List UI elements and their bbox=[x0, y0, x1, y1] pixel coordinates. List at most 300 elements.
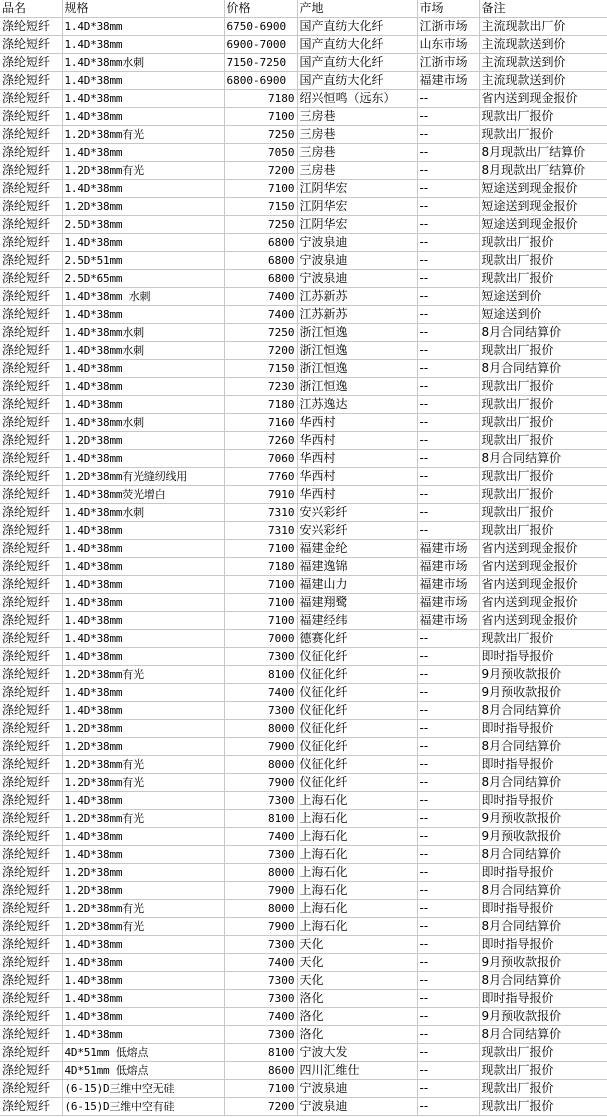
cell-note: 8月合同结算价 bbox=[479, 882, 607, 900]
cell-spec: 1.4D*38mm bbox=[62, 1008, 224, 1026]
cell-market: -- bbox=[417, 108, 479, 126]
cell-product-name: 涤纶短纤 bbox=[0, 108, 62, 126]
cell-origin: 福建翔鹭 bbox=[297, 594, 417, 612]
table-row bbox=[0, 198, 607, 216]
cell-note: 现款出厂报价 bbox=[479, 486, 607, 504]
cell-origin: 国产直纺大化纤 bbox=[297, 18, 417, 36]
cell-product-name: 涤纶短纤 bbox=[0, 234, 62, 252]
cell-origin: 福建经纬 bbox=[297, 612, 417, 630]
table-row bbox=[0, 1098, 607, 1116]
cell-product-name: 涤纶短纤 bbox=[0, 972, 62, 990]
cell-note: 8月合同结算价 bbox=[479, 918, 607, 936]
cell-spec: 1.2D*38mm bbox=[62, 738, 224, 756]
cell-note: 8月合同结算价 bbox=[479, 972, 607, 990]
cell-market: -- bbox=[417, 1062, 479, 1080]
cell-price: 6900-7000 bbox=[224, 36, 297, 54]
cell-market: -- bbox=[417, 126, 479, 144]
cell-origin: 华西村 bbox=[297, 432, 417, 450]
cell-price: 7100 bbox=[224, 180, 297, 198]
cell-market: -- bbox=[417, 756, 479, 774]
cell-note: 现款出厂报价 bbox=[479, 108, 607, 126]
cell-price: 7300 bbox=[224, 1026, 297, 1044]
cell-spec: 1.4D*38mm bbox=[62, 684, 224, 702]
cell-market: -- bbox=[417, 918, 479, 936]
cell-product-name: 涤纶短纤 bbox=[0, 90, 62, 108]
cell-origin: 仪征化纤 bbox=[297, 684, 417, 702]
table-row bbox=[0, 468, 607, 486]
table-row bbox=[0, 720, 607, 738]
cell-market: -- bbox=[417, 1080, 479, 1098]
table-row bbox=[0, 882, 607, 900]
cell-product-name: 涤纶短纤 bbox=[0, 522, 62, 540]
cell-spec: 1.4D*38mm 水刺 bbox=[62, 288, 224, 306]
cell-spec: 1.4D*38mm bbox=[62, 846, 224, 864]
table-row bbox=[0, 126, 607, 144]
cell-note: 8月合同结算价 bbox=[479, 450, 607, 468]
table-row bbox=[0, 396, 607, 414]
cell-market: -- bbox=[417, 1098, 479, 1116]
cell-origin: 天化 bbox=[297, 972, 417, 990]
cell-product-name: 涤纶短纤 bbox=[0, 378, 62, 396]
cell-note: 现款出厂报价 bbox=[479, 468, 607, 486]
cell-market: -- bbox=[417, 468, 479, 486]
cell-product-name: 涤纶短纤 bbox=[0, 342, 62, 360]
cell-market: -- bbox=[417, 936, 479, 954]
cell-price: 7400 bbox=[224, 288, 297, 306]
cell-note: 即时指导报价 bbox=[479, 648, 607, 666]
table-row bbox=[0, 954, 607, 972]
cell-spec: 1.2D*38mm有光 bbox=[62, 666, 224, 684]
cell-spec: 1.4D*38mm bbox=[62, 396, 224, 414]
cell-price: 7150-7250 bbox=[224, 54, 297, 72]
cell-spec: 1.4D*38mm水刺 bbox=[62, 504, 224, 522]
cell-spec: 1.4D*38mm bbox=[62, 954, 224, 972]
cell-note: 现款出厂报价 bbox=[479, 504, 607, 522]
table-row bbox=[0, 288, 607, 306]
cell-market: 福建市场 bbox=[417, 540, 479, 558]
table-row bbox=[0, 18, 607, 36]
cell-price: 7160 bbox=[224, 414, 297, 432]
cell-spec: 2.5D*38mm bbox=[62, 216, 224, 234]
cell-product-name: 涤纶短纤 bbox=[0, 540, 62, 558]
table-row bbox=[0, 702, 607, 720]
cell-spec: (6-15)D三维中空有硅 bbox=[62, 1098, 224, 1116]
cell-origin: 宁波泉迪 bbox=[297, 270, 417, 288]
cell-market: -- bbox=[417, 234, 479, 252]
cell-note: 即时指导报价 bbox=[479, 756, 607, 774]
table-row bbox=[0, 630, 607, 648]
cell-spec: 1.4D*38mm bbox=[62, 540, 224, 558]
cell-market: -- bbox=[417, 522, 479, 540]
cell-market: -- bbox=[417, 252, 479, 270]
cell-product-name: 涤纶短纤 bbox=[0, 72, 62, 90]
cell-origin: 德赛化纤 bbox=[297, 630, 417, 648]
cell-spec: 1.4D*38mm荧光增白 bbox=[62, 486, 224, 504]
cell-spec: 1.4D*38mm bbox=[62, 522, 224, 540]
cell-spec: 1.4D*38mm bbox=[62, 306, 224, 324]
cell-spec: 1.4D*38mm bbox=[62, 18, 224, 36]
cell-market: -- bbox=[417, 90, 479, 108]
cell-spec: 1.4D*38mm bbox=[62, 108, 224, 126]
cell-note: 现款出厂报价 bbox=[479, 630, 607, 648]
cell-market: -- bbox=[417, 396, 479, 414]
cell-price: 7060 bbox=[224, 450, 297, 468]
cell-market: -- bbox=[417, 324, 479, 342]
cell-spec: 1.4D*38mm bbox=[62, 234, 224, 252]
cell-market: -- bbox=[417, 450, 479, 468]
cell-price: 7200 bbox=[224, 342, 297, 360]
cell-market: -- bbox=[417, 828, 479, 846]
table-row bbox=[0, 90, 607, 108]
cell-product-name: 涤纶短纤 bbox=[0, 36, 62, 54]
cell-note: 现款出厂报价 bbox=[479, 270, 607, 288]
cell-origin: 宁波泉迪 bbox=[297, 1098, 417, 1116]
cell-origin: 上海石化 bbox=[297, 792, 417, 810]
table-row bbox=[0, 594, 607, 612]
cell-price: 7300 bbox=[224, 990, 297, 1008]
cell-origin: 江阴华宏 bbox=[297, 198, 417, 216]
cell-product-name: 涤纶短纤 bbox=[0, 360, 62, 378]
table-row bbox=[0, 522, 607, 540]
cell-market: -- bbox=[417, 342, 479, 360]
cell-spec: 1.2D*38mm bbox=[62, 864, 224, 882]
cell-product-name: 涤纶短纤 bbox=[0, 54, 62, 72]
cell-product-name: 涤纶短纤 bbox=[0, 198, 62, 216]
cell-product-name: 涤纶短纤 bbox=[0, 162, 62, 180]
cell-market: 江浙市场 bbox=[417, 54, 479, 72]
cell-origin: 福建金纶 bbox=[297, 540, 417, 558]
cell-price: 7050 bbox=[224, 144, 297, 162]
cell-note: 即时指导报价 bbox=[479, 792, 607, 810]
cell-product-name: 涤纶短纤 bbox=[0, 216, 62, 234]
cell-price: 7400 bbox=[224, 684, 297, 702]
cell-origin: 国产直纺大化纤 bbox=[297, 72, 417, 90]
cell-note: 8月现款出厂结算价 bbox=[479, 162, 607, 180]
cell-product-name: 涤纶短纤 bbox=[0, 468, 62, 486]
cell-spec: 1.4D*38mm bbox=[62, 612, 224, 630]
cell-spec: 1.4D*38mm bbox=[62, 936, 224, 954]
cell-spec: 1.4D*38mm bbox=[62, 576, 224, 594]
cell-spec: 1.2D*38mm有光 bbox=[62, 756, 224, 774]
cell-product-name: 涤纶短纤 bbox=[0, 648, 62, 666]
cell-market: -- bbox=[417, 630, 479, 648]
table-row bbox=[0, 72, 607, 90]
cell-origin: 上海石化 bbox=[297, 810, 417, 828]
cell-price: 7400 bbox=[224, 828, 297, 846]
table-row bbox=[0, 504, 607, 522]
cell-price: 7900 bbox=[224, 918, 297, 936]
cell-origin: 宁波泉迪 bbox=[297, 234, 417, 252]
cell-price: 7150 bbox=[224, 360, 297, 378]
cell-note: 8月合同结算价 bbox=[479, 324, 607, 342]
cell-price: 7310 bbox=[224, 504, 297, 522]
cell-price: 7300 bbox=[224, 972, 297, 990]
cell-spec: 1.4D*38mm水刺 bbox=[62, 324, 224, 342]
cell-price: 7000 bbox=[224, 630, 297, 648]
cell-price: 8100 bbox=[224, 666, 297, 684]
table-row bbox=[0, 144, 607, 162]
cell-origin: 仪征化纤 bbox=[297, 756, 417, 774]
cell-product-name: 涤纶短纤 bbox=[0, 630, 62, 648]
table-row bbox=[0, 684, 607, 702]
table-row bbox=[0, 1026, 607, 1044]
cell-market: -- bbox=[417, 486, 479, 504]
cell-origin: 三房巷 bbox=[297, 162, 417, 180]
cell-origin: 浙江恒逸 bbox=[297, 324, 417, 342]
cell-origin: 江苏新苏 bbox=[297, 306, 417, 324]
cell-origin: 国产直纺大化纤 bbox=[297, 54, 417, 72]
cell-market: -- bbox=[417, 414, 479, 432]
cell-note: 8月合同结算价 bbox=[479, 846, 607, 864]
cell-origin: 仪征化纤 bbox=[297, 774, 417, 792]
cell-product-name: 涤纶短纤 bbox=[0, 324, 62, 342]
table-row bbox=[0, 846, 607, 864]
cell-origin: 仪征化纤 bbox=[297, 648, 417, 666]
cell-note: 现款出厂报价 bbox=[479, 1080, 607, 1098]
cell-spec: 2.5D*65mm bbox=[62, 270, 224, 288]
cell-product-name: 涤纶短纤 bbox=[0, 756, 62, 774]
cell-product-name: 涤纶短纤 bbox=[0, 936, 62, 954]
cell-market: -- bbox=[417, 666, 479, 684]
table-row bbox=[0, 828, 607, 846]
cell-product-name: 涤纶短纤 bbox=[0, 612, 62, 630]
cell-note: 9月预收款报价 bbox=[479, 684, 607, 702]
cell-spec: 1.4D*38mm bbox=[62, 558, 224, 576]
cell-note: 主流现款送到价 bbox=[479, 72, 607, 90]
cell-product-name: 涤纶短纤 bbox=[0, 558, 62, 576]
cell-note: 现款出厂报价 bbox=[479, 234, 607, 252]
cell-market: -- bbox=[417, 360, 479, 378]
table-row bbox=[0, 792, 607, 810]
cell-market: -- bbox=[417, 648, 479, 666]
cell-price: 7150 bbox=[224, 198, 297, 216]
cell-price: 7100 bbox=[224, 594, 297, 612]
cell-origin: 浙江恒逸 bbox=[297, 378, 417, 396]
cell-product-name: 涤纶短纤 bbox=[0, 702, 62, 720]
table-row bbox=[0, 270, 607, 288]
cell-origin: 浙江恒逸 bbox=[297, 342, 417, 360]
cell-spec: 1.4D*38mm水刺 bbox=[62, 54, 224, 72]
cell-spec: 1.4D*38mm bbox=[62, 378, 224, 396]
cell-price: 7900 bbox=[224, 738, 297, 756]
cell-price: 6800 bbox=[224, 252, 297, 270]
cell-market: -- bbox=[417, 288, 479, 306]
cell-spec: 1.4D*38mm bbox=[62, 144, 224, 162]
cell-product-name: 涤纶短纤 bbox=[0, 432, 62, 450]
cell-price: 7900 bbox=[224, 774, 297, 792]
cell-note: 现款出厂报价 bbox=[479, 432, 607, 450]
cell-note: 省内送到现金报价 bbox=[479, 576, 607, 594]
cell-note: 短途送到价 bbox=[479, 288, 607, 306]
cell-price: 8000 bbox=[224, 756, 297, 774]
table-row bbox=[0, 306, 607, 324]
cell-origin: 洛化 bbox=[297, 1008, 417, 1026]
cell-price: 7200 bbox=[224, 1098, 297, 1116]
cell-price: 8600 bbox=[224, 1062, 297, 1080]
table-row bbox=[0, 756, 607, 774]
cell-price: 8100 bbox=[224, 1044, 297, 1062]
cell-origin: 安兴彩纤 bbox=[297, 522, 417, 540]
cell-product-name: 涤纶短纤 bbox=[0, 738, 62, 756]
cell-product-name: 涤纶短纤 bbox=[0, 810, 62, 828]
cell-market: -- bbox=[417, 1026, 479, 1044]
cell-market: -- bbox=[417, 180, 479, 198]
cell-price: 8000 bbox=[224, 900, 297, 918]
table-row bbox=[0, 216, 607, 234]
cell-price: 7910 bbox=[224, 486, 297, 504]
cell-price: 7310 bbox=[224, 522, 297, 540]
table-row bbox=[0, 378, 607, 396]
cell-price: 7180 bbox=[224, 396, 297, 414]
cell-note: 现款出厂报价 bbox=[479, 252, 607, 270]
cell-market: -- bbox=[417, 216, 479, 234]
cell-origin: 安兴彩纤 bbox=[297, 504, 417, 522]
cell-origin: 天化 bbox=[297, 936, 417, 954]
cell-origin: 仪征化纤 bbox=[297, 738, 417, 756]
cell-spec: 1.4D*38mm bbox=[62, 450, 224, 468]
cell-product-name: 涤纶短纤 bbox=[0, 882, 62, 900]
cell-note: 9月预收款报价 bbox=[479, 954, 607, 972]
cell-origin: 宁波泉迪 bbox=[297, 1080, 417, 1098]
cell-origin: 洛化 bbox=[297, 1026, 417, 1044]
cell-product-name: 涤纶短纤 bbox=[0, 666, 62, 684]
cell-origin: 上海石化 bbox=[297, 918, 417, 936]
cell-product-name: 涤纶短纤 bbox=[0, 180, 62, 198]
cell-product-name: 涤纶短纤 bbox=[0, 864, 62, 882]
cell-note: 现款出厂报价 bbox=[479, 126, 607, 144]
cell-origin: 江苏新苏 bbox=[297, 288, 417, 306]
table-row bbox=[0, 36, 607, 54]
header-price: 价格 bbox=[224, 0, 297, 18]
cell-origin: 江苏逸达 bbox=[297, 396, 417, 414]
cell-price: 7900 bbox=[224, 882, 297, 900]
cell-note: 9月预收款报价 bbox=[479, 828, 607, 846]
cell-market: 福建市场 bbox=[417, 594, 479, 612]
table-row bbox=[0, 162, 607, 180]
cell-price: 7300 bbox=[224, 846, 297, 864]
cell-market: -- bbox=[417, 162, 479, 180]
cell-spec: 1.4D*38mm水刺 bbox=[62, 414, 224, 432]
cell-note: 主流现款送到价 bbox=[479, 54, 607, 72]
cell-price: 7180 bbox=[224, 90, 297, 108]
cell-origin: 宁波泉迪 bbox=[297, 252, 417, 270]
cell-note: 即时指导报价 bbox=[479, 864, 607, 882]
cell-market: -- bbox=[417, 900, 479, 918]
cell-price: 7250 bbox=[224, 126, 297, 144]
cell-market: -- bbox=[417, 504, 479, 522]
cell-note: 短途送到现金报价 bbox=[479, 216, 607, 234]
cell-product-name: 涤纶短纤 bbox=[0, 1044, 62, 1062]
cell-note: 省内送到现金报价 bbox=[479, 612, 607, 630]
cell-product-name: 涤纶短纤 bbox=[0, 792, 62, 810]
cell-note: 8月合同结算价 bbox=[479, 1026, 607, 1044]
cell-market: -- bbox=[417, 990, 479, 1008]
table-row bbox=[0, 432, 607, 450]
cell-product-name: 涤纶短纤 bbox=[0, 126, 62, 144]
cell-note: 现款出厂报价 bbox=[479, 1098, 607, 1116]
cell-price: 7300 bbox=[224, 702, 297, 720]
cell-market: -- bbox=[417, 270, 479, 288]
table-row bbox=[0, 1080, 607, 1098]
cell-market: -- bbox=[417, 198, 479, 216]
table-row bbox=[0, 918, 607, 936]
cell-price: 7260 bbox=[224, 432, 297, 450]
cell-product-name: 涤纶短纤 bbox=[0, 1008, 62, 1026]
table-row bbox=[0, 360, 607, 378]
cell-market: -- bbox=[417, 720, 479, 738]
cell-price: 7760 bbox=[224, 468, 297, 486]
cell-origin: 华西村 bbox=[297, 486, 417, 504]
cell-spec: 1.4D*38mm bbox=[62, 990, 224, 1008]
cell-note: 即时指导报价 bbox=[479, 720, 607, 738]
header-market: 市场 bbox=[417, 0, 479, 18]
cell-product-name: 涤纶短纤 bbox=[0, 144, 62, 162]
cell-origin: 绍兴恒鸣（远东） bbox=[297, 90, 417, 108]
cell-note: 现款出厂报价 bbox=[479, 1062, 607, 1080]
cell-origin: 上海石化 bbox=[297, 882, 417, 900]
cell-spec: 1.4D*38mm bbox=[62, 1026, 224, 1044]
cell-note: 现款出厂报价 bbox=[479, 342, 607, 360]
cell-note: 即时指导报价 bbox=[479, 990, 607, 1008]
cell-note: 主流现款出厂价 bbox=[479, 18, 607, 36]
cell-note: 8月合同结算价 bbox=[479, 774, 607, 792]
cell-market: 福建市场 bbox=[417, 576, 479, 594]
cell-market: 江浙市场 bbox=[417, 18, 479, 36]
cell-price: 7100 bbox=[224, 108, 297, 126]
cell-note: 省内送到现金报价 bbox=[479, 558, 607, 576]
cell-origin: 江阴华宏 bbox=[297, 216, 417, 234]
cell-market: -- bbox=[417, 144, 479, 162]
cell-market: -- bbox=[417, 738, 479, 756]
cell-price: 6800 bbox=[224, 270, 297, 288]
cell-origin: 三房巷 bbox=[297, 144, 417, 162]
cell-product-name: 涤纶短纤 bbox=[0, 1062, 62, 1080]
cell-note: 即时指导报价 bbox=[479, 900, 607, 918]
cell-market: 福建市场 bbox=[417, 558, 479, 576]
cell-product-name: 涤纶短纤 bbox=[0, 918, 62, 936]
cell-price: 7300 bbox=[224, 792, 297, 810]
cell-market: -- bbox=[417, 684, 479, 702]
cell-note: 现款出厂报价 bbox=[479, 414, 607, 432]
cell-price: 8000 bbox=[224, 720, 297, 738]
table-row bbox=[0, 486, 607, 504]
table-row bbox=[0, 810, 607, 828]
cell-price: 7100 bbox=[224, 1080, 297, 1098]
cell-note: 短途送到现金报价 bbox=[479, 198, 607, 216]
table-row bbox=[0, 900, 607, 918]
cell-market: -- bbox=[417, 864, 479, 882]
cell-market: -- bbox=[417, 774, 479, 792]
cell-price: 6800-6900 bbox=[224, 72, 297, 90]
table-row bbox=[0, 54, 607, 72]
table-row bbox=[0, 972, 607, 990]
cell-price: 7250 bbox=[224, 324, 297, 342]
cell-note: 短途送到现金报价 bbox=[479, 180, 607, 198]
cell-spec: 1.2D*38mm有光 bbox=[62, 126, 224, 144]
cell-market: -- bbox=[417, 432, 479, 450]
cell-spec: 1.2D*38mm有光缝纫线用 bbox=[62, 468, 224, 486]
cell-market: 福建市场 bbox=[417, 72, 479, 90]
cell-spec: 1.4D*38mm bbox=[62, 702, 224, 720]
cell-origin: 上海石化 bbox=[297, 828, 417, 846]
cell-spec: 1.4D*38mm bbox=[62, 72, 224, 90]
cell-spec: (6-15)D三维中空无硅 bbox=[62, 1080, 224, 1098]
table-row bbox=[0, 450, 607, 468]
cell-product-name: 涤纶短纤 bbox=[0, 270, 62, 288]
cell-origin: 四川汇维仕 bbox=[297, 1062, 417, 1080]
cell-note: 省内送到现金报价 bbox=[479, 540, 607, 558]
cell-price: 7400 bbox=[224, 1008, 297, 1026]
